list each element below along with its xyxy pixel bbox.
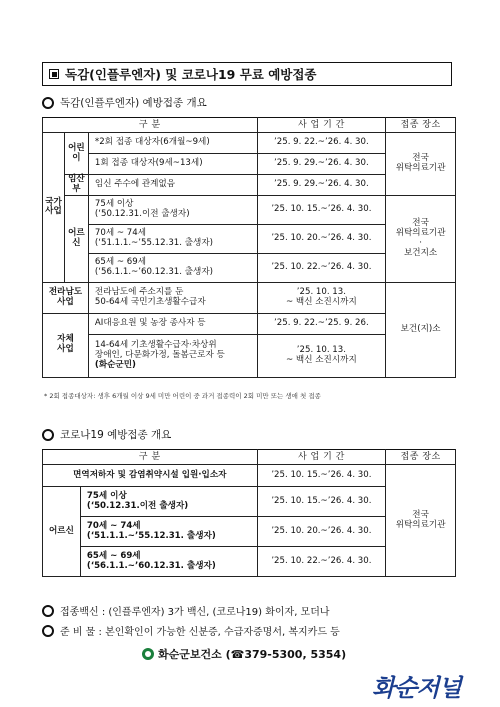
square-bullet-icon — [49, 69, 59, 79]
col-place: 접종 장소 — [386, 118, 456, 133]
vaccine-row — [42, 603, 330, 618]
health-center-logo-icon — [142, 648, 154, 660]
eld65-period: ’25. 10. 22.~’26. 4. 30. — [257, 253, 386, 282]
child1-period: ’25. 9. 22.~’26. 4. 30. — [257, 133, 386, 154]
document-title-box — [42, 62, 452, 86]
eld70-period: ’25. 10. 20.~’26. 4. 30. — [257, 224, 386, 253]
jache-desc-bold: (화순군민) — [94, 359, 136, 370]
table-row — [43, 195, 456, 224]
immune-desc: 면역저하자 및 감염취약시설 입원·입소자 — [43, 465, 258, 487]
eld70-desc: 70세 ~ 74세 (‘51.1.1.~’55.12.31. 출생자) — [88, 224, 257, 253]
covid-col-period: 사 업 기 간 — [257, 450, 386, 465]
col-period: 사 업 기 간 — [257, 118, 386, 133]
covid-header-row — [43, 450, 456, 465]
jeonnam-label: 전라남도 사업 — [43, 282, 89, 313]
preg-period: ’25. 9. 29.~’26. 4. 30. — [257, 175, 386, 196]
org-text: 화순군보건소 (☎379-5300, 5354) — [158, 648, 347, 661]
child2-period: ’25. 9. 29.~’26. 4. 30. — [257, 154, 386, 175]
covid-elderly-label: 어르신 — [43, 487, 81, 577]
jeonnam-period: ’25. 10. 13. ~ 백신 소진시까지 — [257, 282, 386, 313]
col-gubun: 구 분 — [43, 118, 258, 133]
eld75-period: ’25. 10. 15.~’26. 4. 30. — [257, 195, 386, 224]
table-row — [43, 282, 456, 313]
flu-table — [42, 117, 456, 378]
covid-eld65-desc: 65세 ~ 69세 (‘56.1.1.~’60.12.31. 출생자) — [80, 547, 257, 577]
place-1: 전국 위탁의료기관 — [386, 133, 456, 196]
jache-period: ’25. 10. 13. ~ 백신 소진시까지 — [257, 334, 386, 377]
preg-desc: 임신 주수에 관계없음 — [88, 175, 257, 196]
jeonnam-desc: 전라남도에 주소지를 둔 50-64세 국민기초생활수급자 — [88, 282, 257, 313]
circle-bullet-icon — [42, 429, 54, 441]
circle-bullet-icon — [42, 625, 54, 637]
circle-bullet-icon — [42, 97, 54, 109]
pregnant-label: 임산부 — [64, 175, 88, 196]
section1-heading: 독감(인플루엔자) 예방접종 개요 — [60, 97, 207, 109]
jache-desc-cell — [88, 334, 257, 377]
child1-desc: *2회 접종 대상자(6개월~9세) — [88, 133, 257, 154]
flu-header-row — [43, 118, 456, 133]
circle-bullet-icon — [42, 605, 54, 617]
child-label: 어린이 — [64, 133, 88, 175]
covid-col-gubun: 구 분 — [43, 450, 258, 465]
covid-eld70-period: ’25. 10. 20.~’26. 4. 30. — [257, 517, 386, 547]
table-row — [43, 133, 456, 154]
jache-label: 자체 사업 — [43, 313, 89, 377]
group-national-label: 국가 사업 — [43, 133, 65, 283]
covid-eld75-period: ’25. 10. 15.~’26. 4. 30. — [257, 487, 386, 517]
prep-text: 준 비 물 : 본인확인이 가능한 신분증, 수급자증명서, 복지카드 등 — [60, 627, 340, 638]
prep-row — [42, 623, 340, 638]
immune-period: ’25. 10. 15.~’26. 4. 30. — [257, 465, 386, 487]
org-row — [142, 646, 346, 662]
vaccine-text: 접종백신 : (인플루엔자) 3가 백신, (코로나19) 화이자, 모더나 — [60, 607, 330, 618]
place-3: 보건(지)소 — [386, 282, 456, 377]
covid-col-place: 접종 장소 — [386, 450, 456, 465]
section1-heading-row — [42, 95, 207, 110]
section2-heading-row — [42, 427, 171, 442]
covid-place: 전국 위탁의료기관 — [386, 465, 456, 577]
jache-desc: 14-64세 기초생활수급자·차상위 장애인, 다문화가정, 돌봄근로자 등 — [94, 339, 225, 360]
eld65-desc: 65세 ~ 69세 (‘56.1.1.~’60.12.31. 출생자) — [88, 253, 257, 282]
table-row — [43, 465, 456, 487]
covid-eld65-period: ’25. 10. 22.~’26. 4. 30. — [257, 547, 386, 577]
publisher-logo: 화순저널 — [372, 673, 461, 702]
eld75-desc: 75세 이상 (‘50.12.31.이전 출생자) — [88, 195, 257, 224]
ai-desc: AI대응요원 및 농장 종사자 등 — [88, 313, 257, 334]
flu-note: * 2회 접종대상자: 생후 6개월 이상 9세 미만 어린이 중 과거 접종력이 2회 미만 또는 생애 첫 접종 — [44, 392, 321, 400]
covid-eld75-desc: 75세 이상 (‘50.12.31.이전 출생자) — [80, 487, 257, 517]
ai-period: ’25. 9. 22.~’25. 9. 26. — [257, 313, 386, 334]
covid-eld70-desc: 70세 ~ 74세 (‘51.1.1.~’55.12.31. 출생자) — [80, 517, 257, 547]
covid-table — [42, 449, 456, 577]
section2-heading: 코로나19 예방접종 개요 — [60, 429, 172, 441]
elderly-label: 어르신 — [64, 195, 88, 282]
document-title: 독감(인플루엔자) 및 코로나19 무료 예방접종 — [65, 67, 317, 82]
child2-desc: 1회 접종 대상자(9세~13세) — [88, 154, 257, 175]
place-2: 전국 위탁의료기관 · 보건지소 — [386, 195, 456, 282]
